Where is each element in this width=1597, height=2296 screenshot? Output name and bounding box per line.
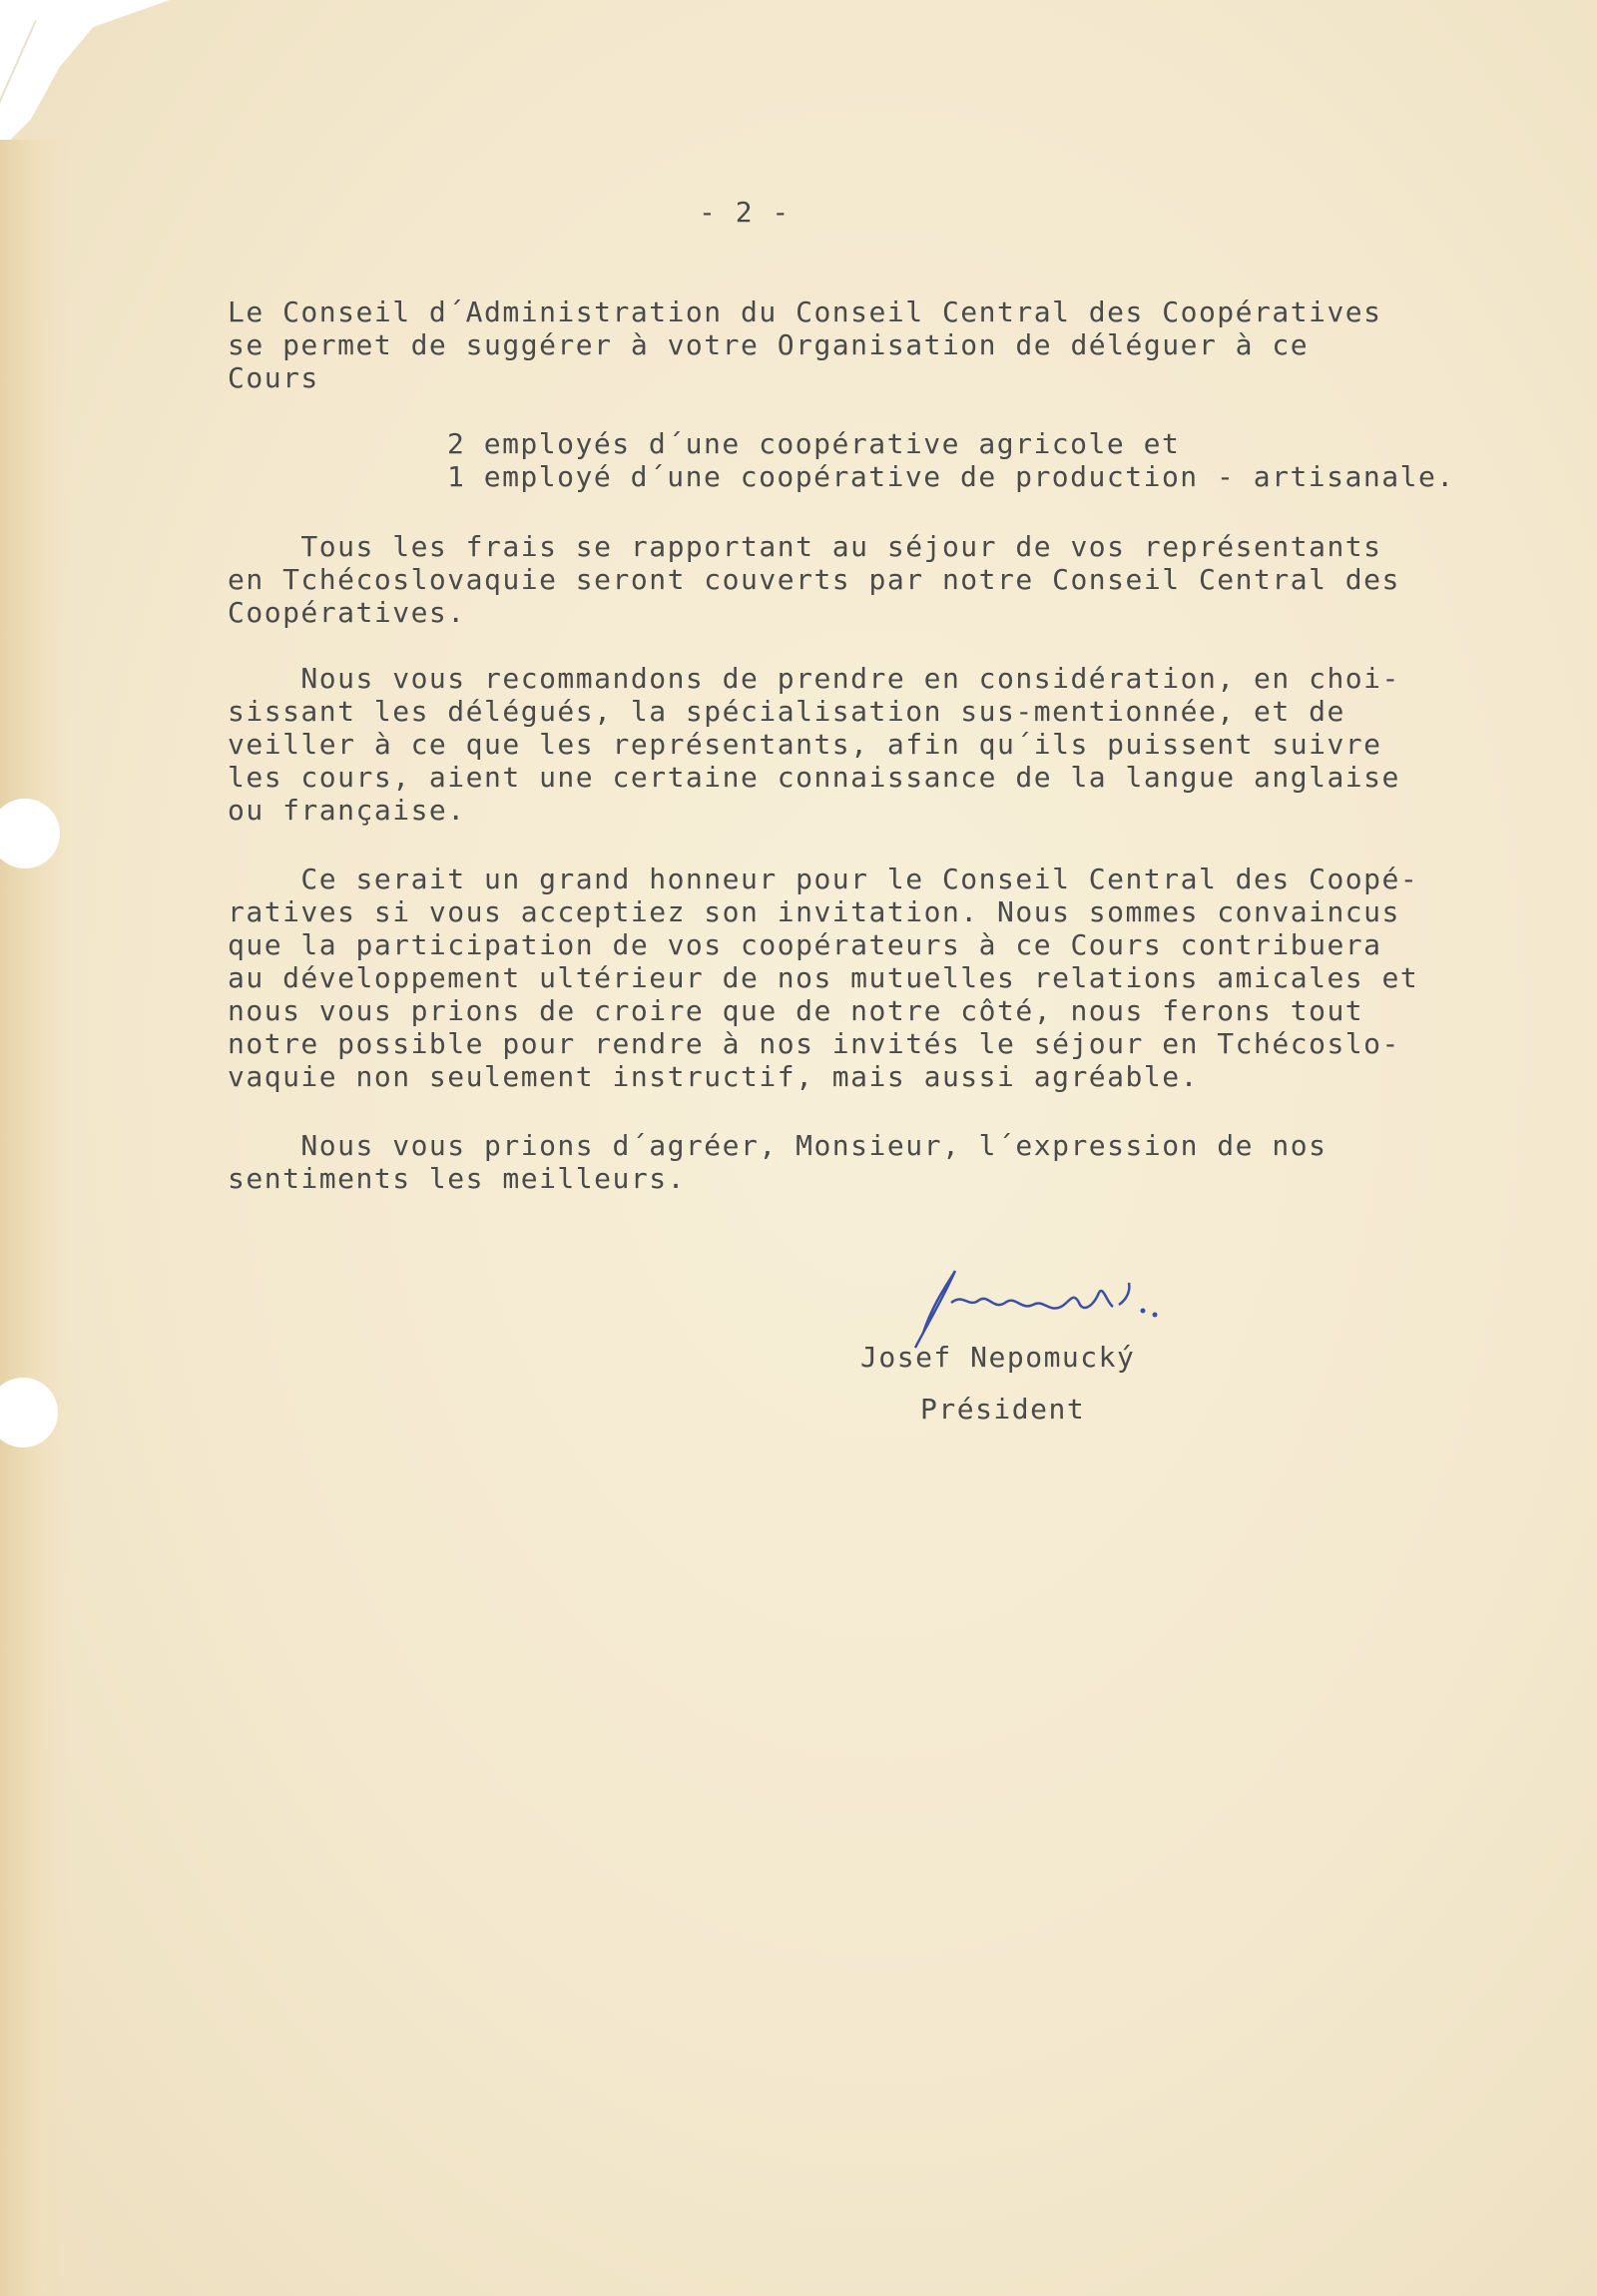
torn-corner [0,0,170,150]
paragraph-intro: Le Conseil d´Administration du Conseil Central des Coopératives se permet de suggérer à votre Organisation de déléguer à ce Cours [228,295,1382,394]
signer-title: Président [920,1393,1086,1426]
paragraph-costs: Tous les frais se rapportant au séjour de vos représentants en Tchécoslovaquie seront couverts par notre Conseil Central des Coopératives. [228,530,1400,629]
aged-left-edge [0,140,70,2296]
delegate-list: 2 employés d´une coopérative agricole et 1 employé d´une coopérative de production - artisanale. [447,427,1455,493]
paragraph-closing: Nous vous prions d´agréer, Monsieur, l´expression de nos sentiments les meilleurs. [228,1129,1328,1195]
signer-name: Josef Nepomucký [860,1341,1136,1374]
page-number: - 2 - [699,196,791,229]
paragraph-honour: Ce serait un grand honneur pour le Conseil Central des Coopé- ratives si vous acceptiez son invitation. Nous sommes convaincus que la participation de vos coopérateurs à ce Cours contribuera au développement ultérieur de nos mutuelles relations amicales et nous vous prions de croire que de notre côté, nous ferons tout notre possible pour rendre à nos invités le séjour en Tchécoslo- vaquie non seulement instructif, mais aussi agréable. [228,862,1419,1093]
handwritten-signature [893,1263,1183,1353]
paragraph-recommendation: Nous vous recommandons de prendre en considération, en choi- sissant les délégués, la spécialisation sus-mentionnée, et de veiller à ce que les représentants, afin qu´ils puissent suivre les cours, aient une certaine connaissance de la langue anglaise ou française. [228,662,1400,827]
